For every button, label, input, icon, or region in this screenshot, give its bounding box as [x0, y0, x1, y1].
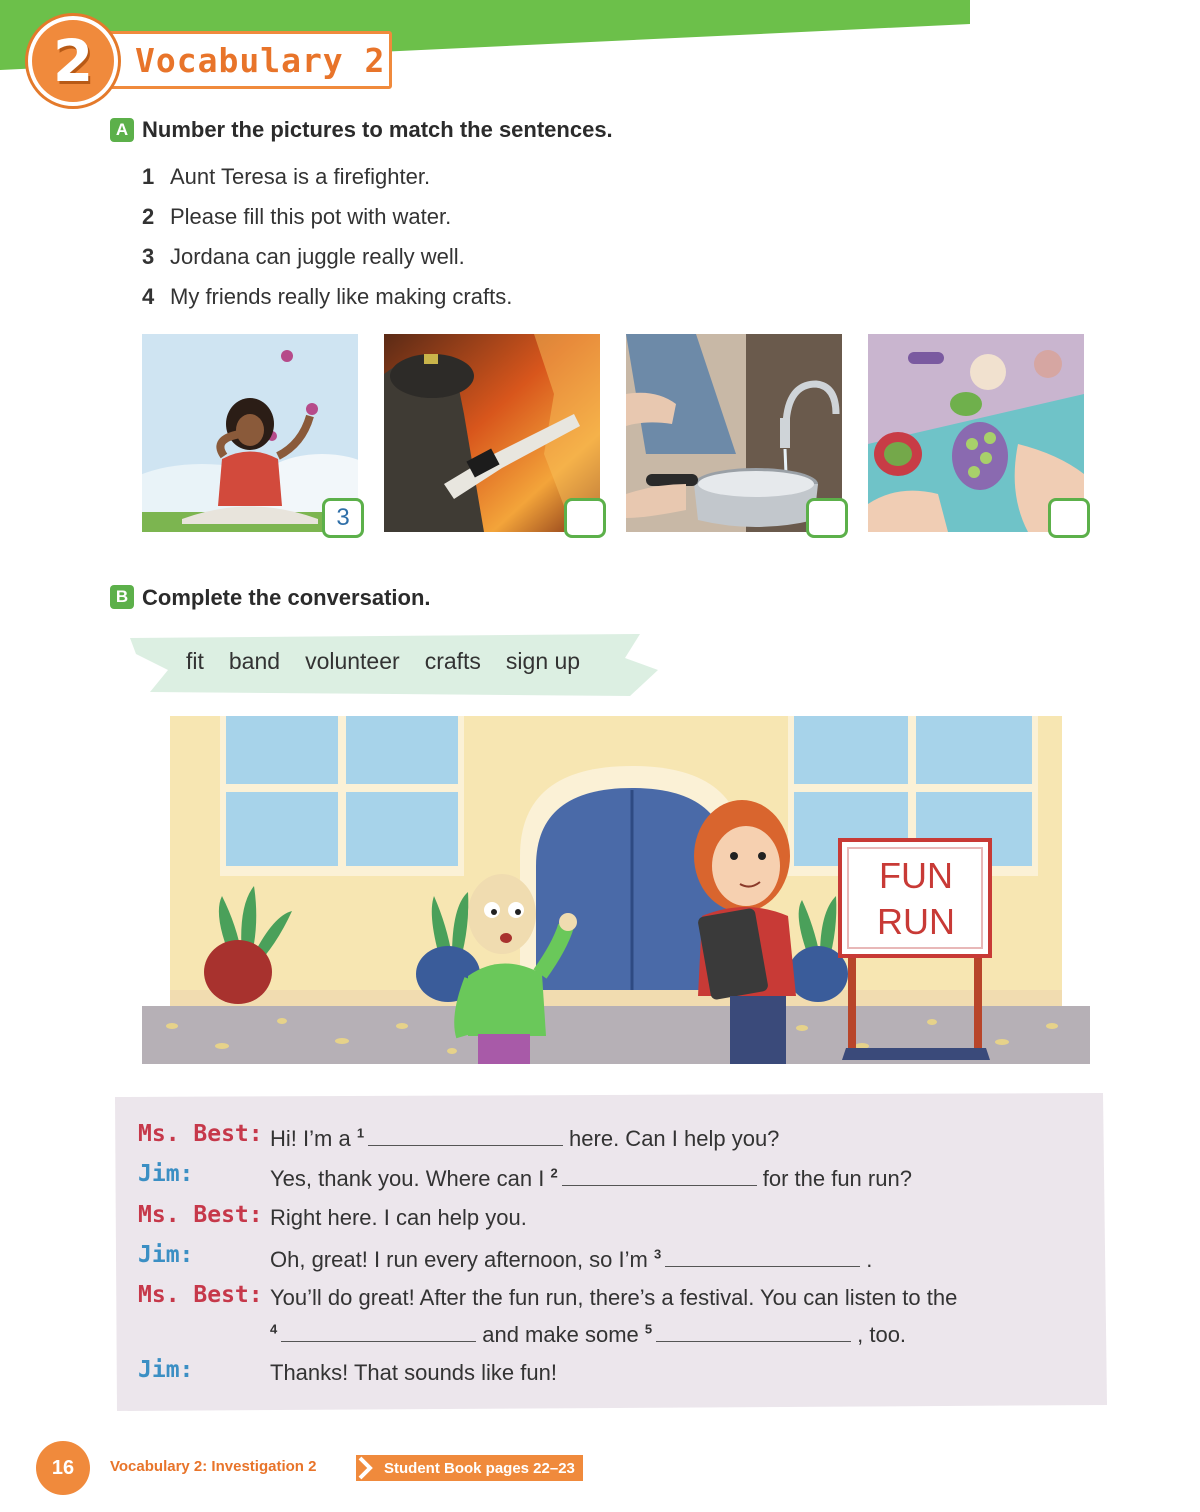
sentence-number: 4 [142, 284, 155, 309]
answer-box-picture-4[interactable] [1048, 498, 1090, 538]
conversation-line-2: Yes, thank you. Where can I $^2$ for the fun run? [270, 1165, 912, 1191]
fun-run-illustration [142, 716, 1090, 1064]
speaker-label: Ms. Best: [138, 1202, 263, 1228]
blank-5[interactable] [656, 1320, 851, 1342]
section-a-instruction: Number the pictures to match the sentences. [142, 117, 613, 142]
picture-juggling [142, 334, 358, 532]
sentence-3 [142, 244, 465, 270]
chevron-right-icon [354, 1455, 380, 1481]
sign-line-2: RUN [877, 901, 955, 942]
picture-crafts [868, 334, 1084, 532]
sentence-1 [142, 164, 430, 190]
word-bank-item: band [228, 648, 281, 674]
word-bank-item: fit [186, 648, 204, 674]
word-bank-item: sign up [505, 648, 581, 674]
answer-box-picture-3[interactable] [806, 498, 848, 538]
word-bank [130, 630, 660, 700]
unit-number-badge: 2 [28, 16, 118, 106]
conversation-line-5b: $^4$ and make some $^5$ , too. [270, 1321, 907, 1347]
word-bank-item: volunteer [305, 648, 400, 674]
page-number: 16 [36, 1441, 90, 1495]
sign-line-1: FUN [879, 855, 953, 896]
speaker-label: Jim: [138, 1161, 194, 1187]
conversation-line-6: Thanks! That sounds like fun! [270, 1360, 557, 1385]
answer-box-picture-2[interactable] [564, 498, 606, 538]
sentence-4 [142, 284, 512, 310]
conversation-line-1: Hi! I’m a $^1$ here. Can I help you? [270, 1125, 780, 1151]
sentence-text: My friends really like making crafts. [170, 284, 513, 309]
sentence-text: Aunt Teresa is a firefighter. [170, 164, 431, 189]
student-book-reference[interactable]: Student Book pages 22–23 [356, 1455, 583, 1481]
sentence-2 [142, 204, 451, 230]
sentence-number: 2 [142, 204, 155, 229]
picture-pot-water [626, 334, 842, 532]
sentence-text: Jordana can juggle really well. [170, 244, 465, 269]
answer-box-picture-1[interactable]: 3 [322, 498, 364, 538]
speaker-label: Ms. Best: [138, 1282, 263, 1308]
word-bank-item: crafts [424, 648, 481, 674]
blank-1[interactable] [368, 1124, 563, 1146]
picture-firefighter [384, 334, 600, 532]
section-b-instruction: Complete the conversation. [142, 585, 431, 610]
speaker-label: Jim: [138, 1242, 194, 1268]
conversation-line-5a: You’ll do great! After the fun run, there’s a festival. You can listen to the [270, 1285, 958, 1310]
speaker-label: Ms. Best: [138, 1121, 263, 1147]
conversation-line-3: Right here. I can help you. [270, 1205, 527, 1230]
blank-3[interactable] [665, 1245, 860, 1267]
sentence-text: Please fill this pot with water. [170, 204, 452, 229]
section-b-badge: B [110, 585, 134, 609]
sentence-number: 3 [142, 244, 155, 269]
speaker-label: Jim: [138, 1357, 194, 1383]
section-a-badge: A [110, 118, 134, 142]
sentence-number: 1 [142, 164, 155, 189]
footer-label: Vocabulary 2: Investigation 2 [110, 1458, 317, 1475]
blank-4[interactable] [281, 1320, 476, 1342]
conversation-line-4: Oh, great! I run every afternoon, so I’m $^3$ . [270, 1246, 873, 1272]
blank-2[interactable] [562, 1164, 757, 1186]
page-title: Vocabulary 2 [102, 31, 392, 89]
